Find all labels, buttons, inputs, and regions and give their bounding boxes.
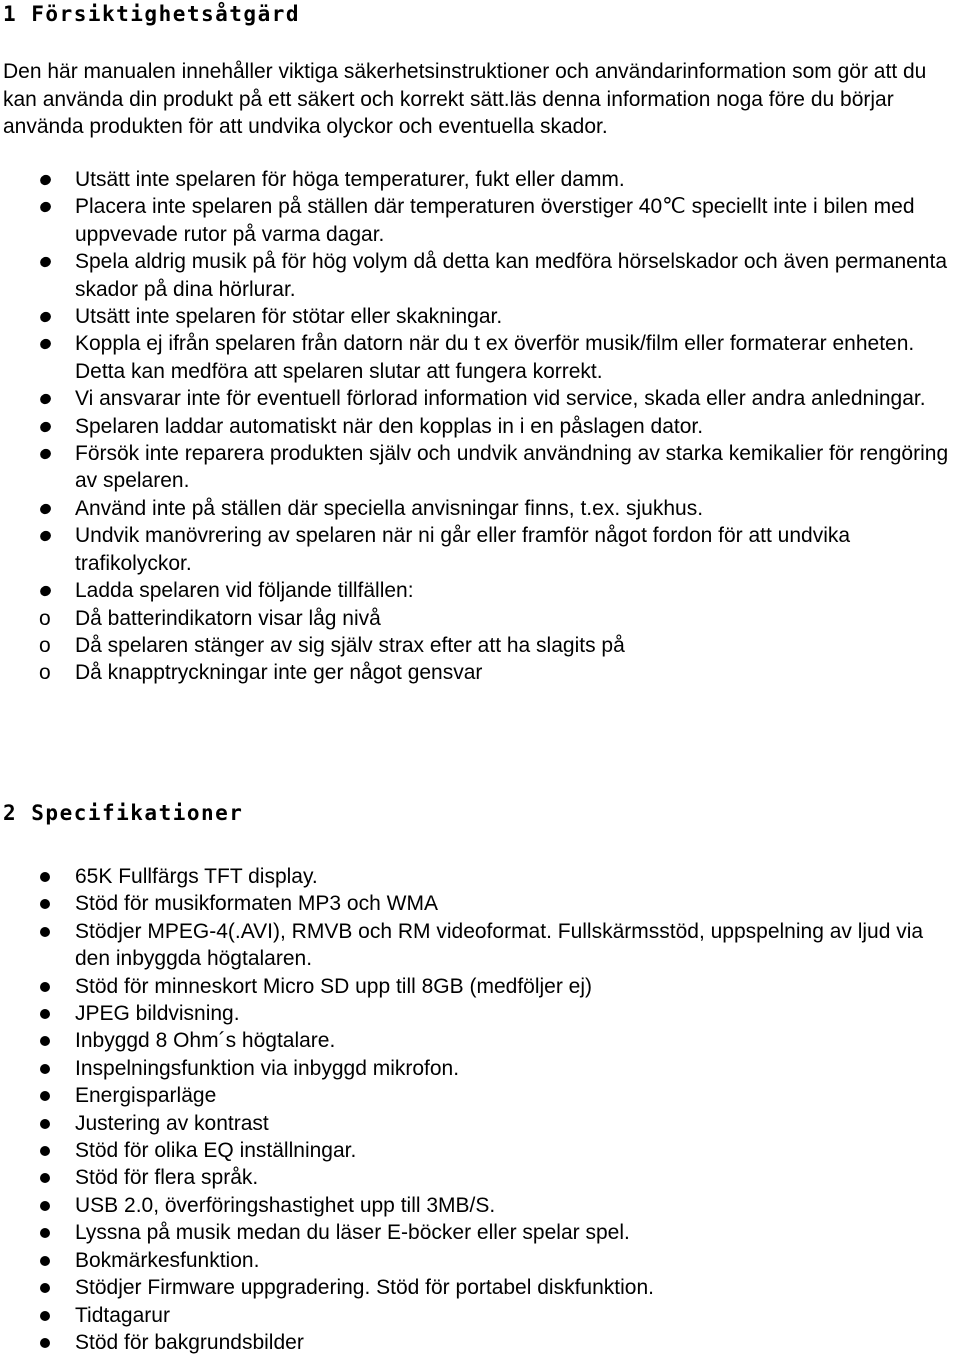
section-heading-specifications: 2 Specifikationer — [3, 801, 244, 825]
list-item-text: Inspelningsfunktion via inbyggd mikrofon. — [75, 1056, 460, 1080]
sub-list-item — [39, 605, 958, 632]
list-item — [0, 863, 960, 890]
list-item — [0, 193, 960, 248]
list-item-text: Justering av kontrast — [75, 1111, 269, 1135]
list-item-text: Utsätt inte spelaren för stötar eller skakningar. — [75, 305, 503, 329]
list-item-text: Försök inte reparera produkten själv och undvik användning av starka kemikalier för rengöring av spelaren. — [75, 442, 949, 493]
list-item-text: Spela aldrig musik på för hög volym då detta kan medföra hörselskador och även permanenta skador på dina hörlurar. — [75, 250, 947, 301]
bullet-icon — [40, 1146, 50, 1156]
list-item — [0, 413, 960, 440]
bullet-icon — [40, 927, 50, 937]
bullet-icon — [38, 502, 52, 516]
bullet-icon — [38, 200, 52, 214]
bullet-icon — [38, 447, 52, 461]
intro-paragraph: Den här manualen innehåller viktiga säkerhetsinstruktioner och användarinformation som gör att du kan använda din produkt på ett säkert och korrekt sätt.läs denna information noga före du börjar använda produkten för att undvika olyckor och eventuella skador. — [3, 60, 927, 138]
list-item — [0, 1137, 960, 1164]
list-item — [0, 1219, 960, 1246]
list-item — [0, 330, 960, 385]
list-item-text: JPEG bildvisning. — [75, 1002, 240, 1026]
list-item — [0, 303, 960, 330]
list-item — [0, 973, 960, 1000]
sub-list-item — [39, 632, 958, 659]
sub-list-item-text: Då spelaren stänger av sig själv strax efter att ha slagits på — [75, 633, 625, 657]
list-item-text: Stödjer MPEG-4(.AVI), RMVB och RM videoformat. Fullskärmsstöd, uppspelning av ljud via den inbyggda högtalaren. — [75, 919, 924, 971]
list-item — [0, 1000, 960, 1027]
list-item — [0, 440, 960, 495]
list-item-text: USB 2.0, överföringshastighet upp till 3MB/S. — [75, 1193, 496, 1217]
list-item — [0, 248, 960, 303]
sub-list-item — [39, 659, 958, 686]
list-item-text: Undvik manövrering av spelaren när ni går eller framför något fordon för att undvika trafikolyckor. — [75, 524, 851, 575]
list-item — [0, 1302, 960, 1329]
list-item — [0, 1274, 960, 1301]
bullet-icon — [38, 255, 52, 269]
list-item-text: Utsätt inte spelaren för höga temperaturer, fukt eller damm. — [75, 168, 625, 191]
list-item-text: Spelaren laddar automatiskt när den kopplas in i en påslagen dator. — [75, 414, 704, 438]
list-item — [0, 918, 960, 973]
bullet-icon — [40, 1091, 50, 1101]
sub-list-item-text: Då knapptryckningar inte ger något gensvar — [75, 661, 483, 685]
list-item-text: Använd inte på ställen där speciella anvisningar finns, t.ex. sjukhus. — [75, 496, 704, 520]
bullet-icon — [38, 392, 52, 406]
section-heading-precautions: 1 Försiktighetsåtgärd — [3, 2, 301, 26]
circle-bullet-icon: o — [39, 661, 51, 685]
list-item-text: Lyssna på musik medan du läser E-böcker eller spelar spel. — [75, 1221, 630, 1245]
list-item-text: Stöd för minneskort Micro SD upp till 8GB (medföljer ej) — [75, 974, 593, 998]
list-item-text: Stöd för bakgrundsbilder — [75, 1330, 304, 1354]
specifications-list — [0, 863, 960, 1356]
list-item-text: 65K Fullfärgs TFT display. — [75, 865, 318, 888]
list-item — [0, 1329, 960, 1356]
list-item-text: Stödjer Firmware uppgradering. Stöd för portabel diskfunktion. — [75, 1276, 654, 1300]
list-item-text: Stöd för olika EQ inställningar. — [75, 1139, 357, 1163]
list-item — [0, 166, 960, 193]
list-item-text: Placera inte spelaren på ställen där temperaturen överstiger 40℃ speciellt inte i bilen med uppvevade rutor på varma dagar. — [75, 195, 915, 246]
bullet-icon — [40, 982, 50, 992]
bullet-icon — [40, 872, 50, 882]
list-item — [0, 1110, 960, 1137]
list-item-text: Energisparläge — [75, 1084, 217, 1108]
bullet-icon — [40, 1064, 50, 1074]
list-item — [0, 1164, 960, 1191]
sub-list-item-text: Då batterindikatorn visar låg nivå — [75, 606, 381, 630]
list-item-text: Stöd för flera språk. — [75, 1166, 259, 1190]
list-item-text: Inbyggd 8 Ohm´s högtalare. — [75, 1029, 336, 1053]
safety-list — [0, 166, 960, 687]
bullet-icon — [38, 310, 52, 324]
bullet-icon — [40, 1338, 50, 1348]
list-item — [0, 1082, 960, 1109]
bullet-icon — [40, 1228, 50, 1238]
bullet-icon — [40, 1036, 50, 1046]
bullet-icon — [40, 1119, 50, 1129]
bullet-icon — [40, 899, 50, 909]
bullet-icon — [40, 1173, 50, 1183]
list-item-text: Vi ansvarar inte för eventuell förlorad information vid service, skada eller andra anledningar. — [75, 387, 926, 411]
circle-bullet-icon: o — [39, 633, 51, 657]
bullet-icon — [40, 1201, 50, 1211]
bullet-icon — [40, 1009, 50, 1019]
bullet-icon — [38, 529, 52, 543]
list-item-text: Stöd för musikformaten MP3 och WMA — [75, 892, 438, 916]
bullet-icon — [40, 1256, 50, 1266]
list-item — [0, 1192, 960, 1219]
list-item-text: Koppla ej ifrån spelaren från datorn när du t ex överför musik/film eller formaterar enheten. Detta kan medföra att spelaren slutar att fungera korrekt. — [75, 332, 915, 383]
list-item-text: Ladda spelaren vid följande tillfällen: — [75, 579, 414, 603]
list-item — [0, 495, 960, 522]
list-item — [0, 1027, 960, 1054]
circle-bullet-icon: o — [39, 606, 51, 630]
list-item — [0, 522, 960, 577]
bullet-icon — [40, 1283, 50, 1293]
list-item — [0, 577, 960, 687]
list-item-text: Bokmärkesfunktion. — [75, 1248, 260, 1272]
bullet-icon — [38, 420, 52, 434]
list-item — [0, 1055, 960, 1082]
list-item — [0, 1247, 960, 1274]
list-item-text: Tidtagarur — [75, 1303, 170, 1327]
list-item — [0, 890, 960, 917]
bullet-icon — [38, 584, 52, 598]
bullet-icon — [38, 337, 52, 351]
bullet-icon — [40, 1311, 50, 1321]
charge-occasions-list — [39, 605, 958, 687]
bullet-icon — [38, 173, 52, 187]
list-item — [0, 385, 960, 412]
